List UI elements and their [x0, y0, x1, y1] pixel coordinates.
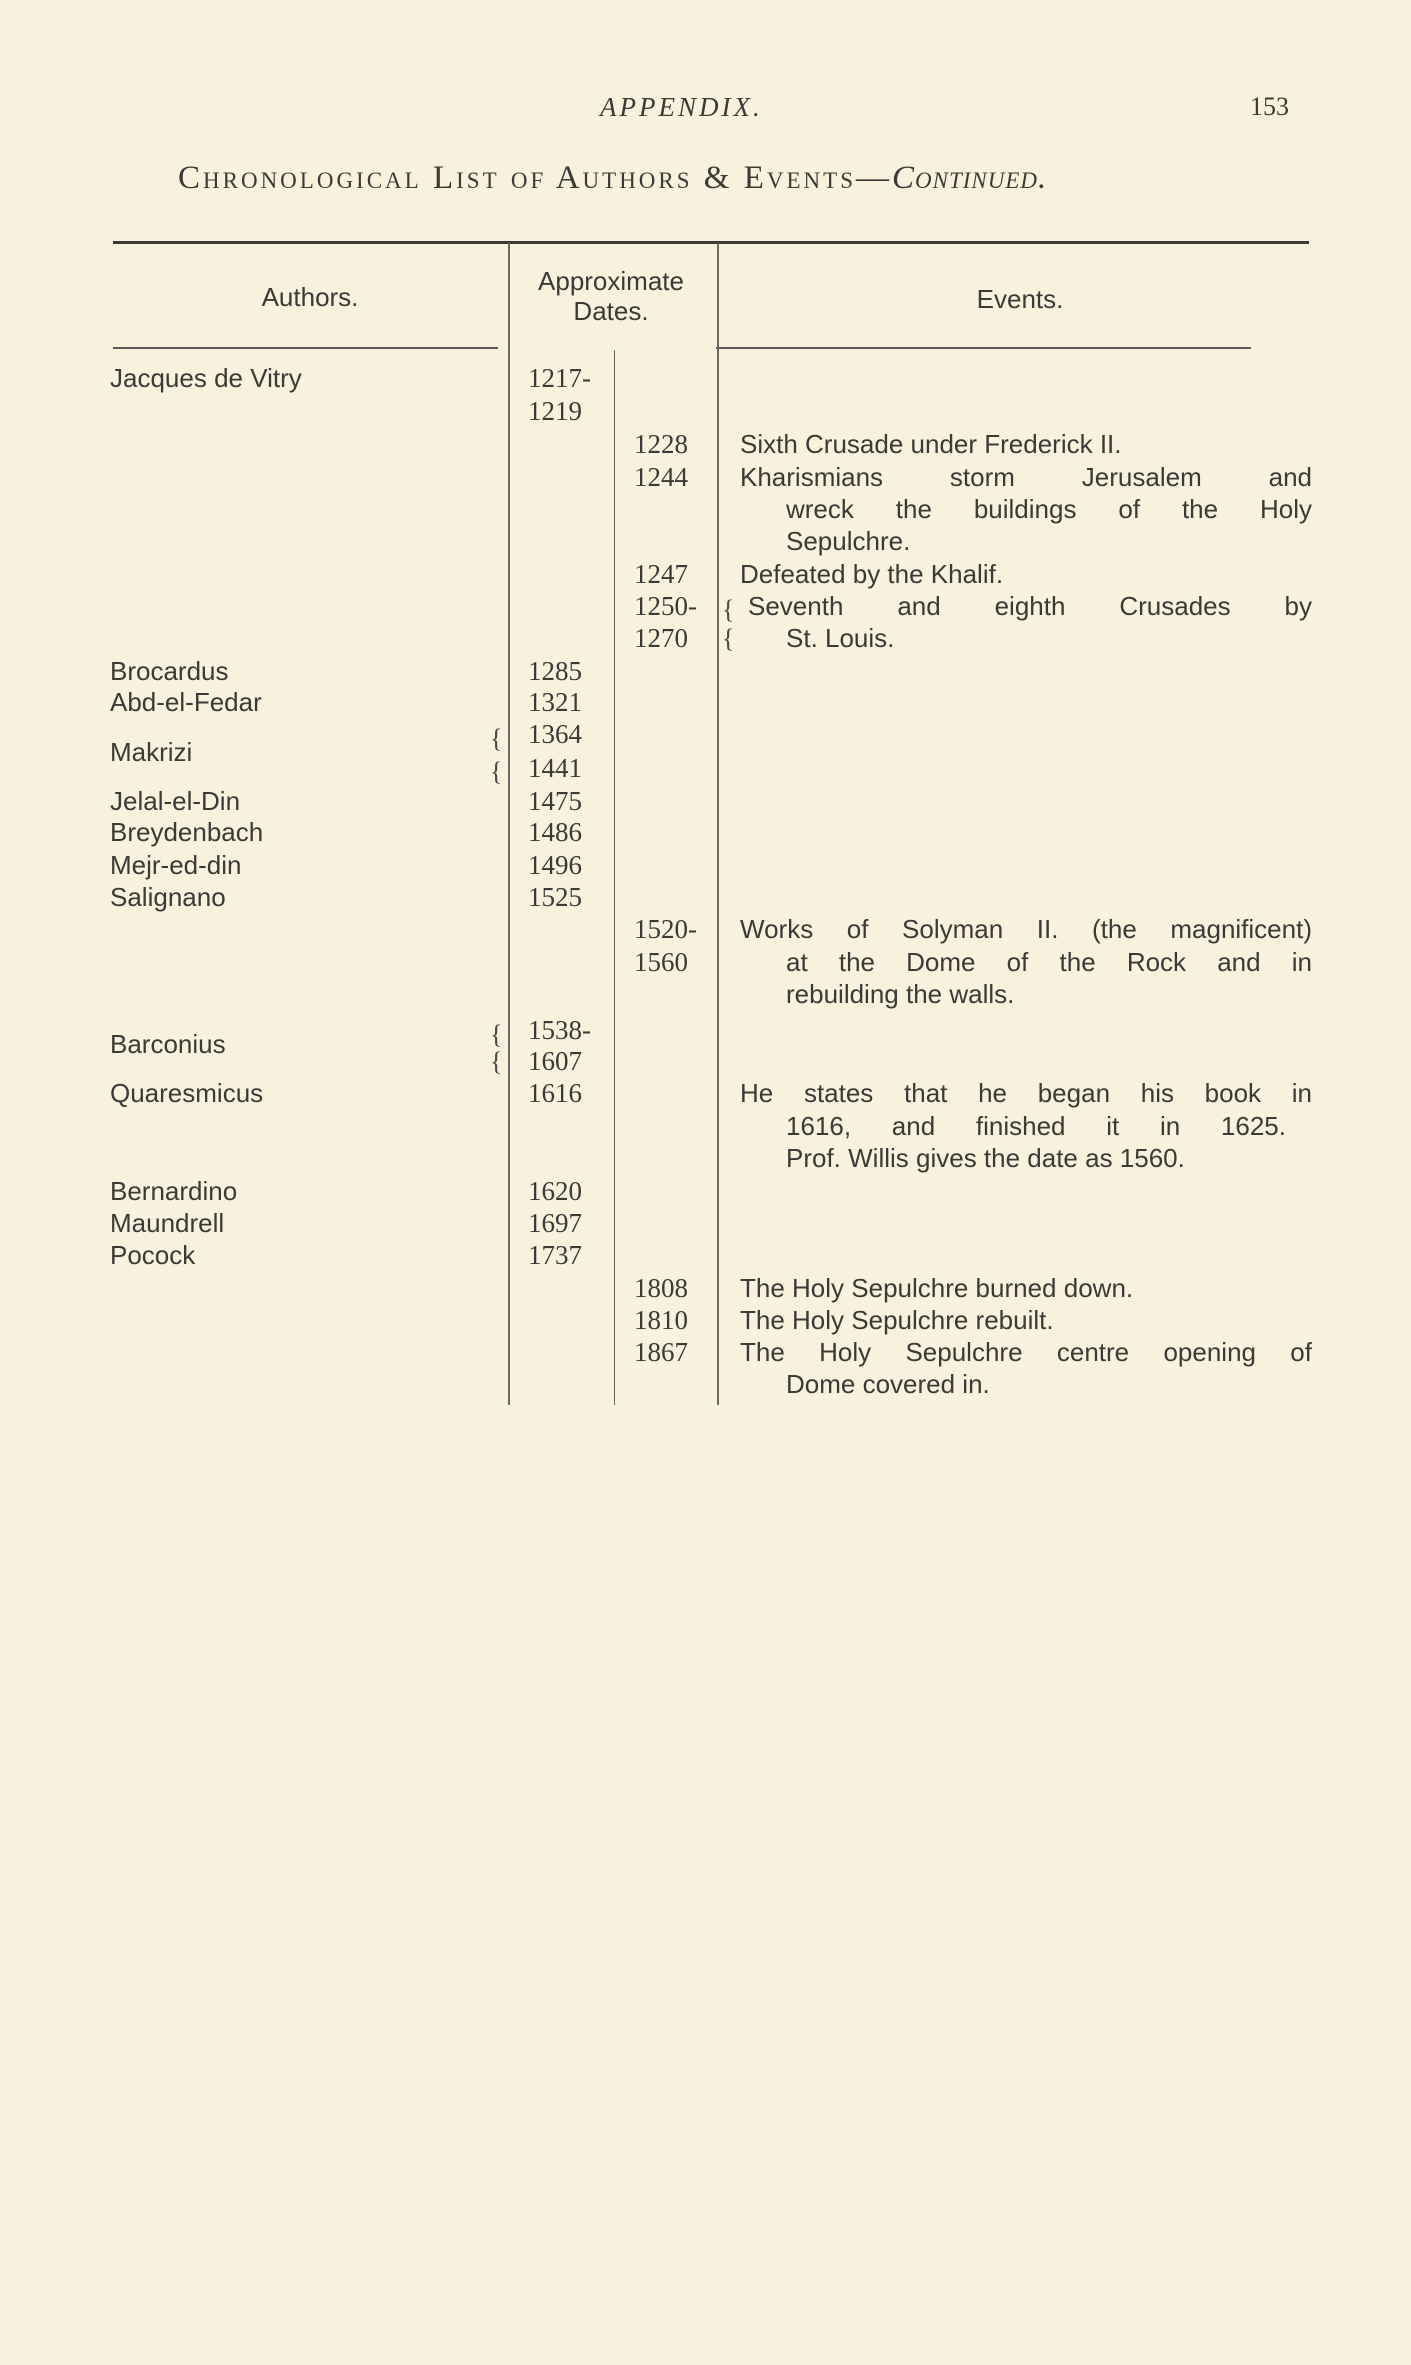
event-date: 1810 [634, 1305, 688, 1335]
author-name: Barconius [110, 1029, 226, 1059]
page-title-main: Chronological List of Authors & Events— [178, 160, 892, 196]
author-date: 1607 [528, 1046, 582, 1076]
author-date: 1486 [528, 817, 582, 847]
author-date: 1217- [528, 363, 591, 393]
author-date: 1616 [528, 1078, 582, 1108]
event-text: Works of Solyman II. (the magnificent) [740, 914, 1312, 944]
author-name: Bernardino [110, 1176, 238, 1206]
brace-mark: { [722, 595, 735, 624]
event-text: rebuilding the walls. [786, 979, 1015, 1009]
event-date: 1270 [634, 623, 688, 653]
author-date: 1620 [528, 1176, 582, 1206]
column-header-authors: Authors. [261, 282, 359, 312]
page-title [178, 160, 1047, 197]
event-text: The Holy Sepulchre centre opening of [740, 1337, 1312, 1367]
event-date: 1250- [634, 591, 697, 621]
event-text: Prof. Willis gives the date as 1560. [786, 1143, 1185, 1173]
table-top-rule [113, 241, 1309, 244]
column-header-dates: Approximate Dates. [538, 266, 684, 326]
event-date: 1228 [634, 429, 688, 459]
column-divider-3 [717, 243, 719, 1405]
column-header-events: Events. [976, 284, 1064, 314]
author-date: 1285 [528, 656, 582, 686]
event-date: 1244 [634, 462, 688, 492]
column-divider-2 [614, 350, 615, 1405]
running-title: APPENDIX. [600, 92, 763, 122]
event-text: Sepulchre. [786, 526, 911, 556]
brace-mark: { [490, 1047, 503, 1076]
author-name: Pocock [110, 1240, 196, 1270]
author-date: 1321 [528, 687, 582, 717]
author-name: Brocardus [110, 656, 229, 686]
author-date: 1219 [528, 396, 582, 426]
event-date: 1560 [634, 947, 688, 977]
event-text: St. Louis. [786, 623, 895, 653]
author-date: 1496 [528, 850, 582, 880]
author-name: Jelal-el-Din [110, 786, 241, 816]
author-date: 1364 [528, 719, 582, 749]
event-text: wreck the buildings of the Holy [786, 494, 1312, 524]
page-title-continued: Continued. [892, 160, 1048, 196]
brace-mark: { [490, 724, 503, 753]
brace-mark: { [722, 624, 735, 653]
event-text: Dome covered in. [786, 1369, 990, 1399]
author-name: Breydenbach [110, 817, 264, 847]
table-header-rule-left [113, 347, 498, 349]
page-number: 153 [1250, 92, 1289, 121]
event-text: Seventh and eighth Crusades by [748, 591, 1312, 621]
author-date: 1441 [528, 753, 582, 783]
author-name: Mejr-ed-din [110, 850, 242, 880]
author-name: Maundrell [110, 1208, 225, 1238]
author-name: Makrizi [110, 737, 193, 767]
event-date: 1808 [634, 1273, 688, 1303]
author-name: Salignano [110, 882, 226, 912]
author-date: 1525 [528, 882, 582, 912]
author-date: 1538- [528, 1015, 591, 1045]
event-text: at the Dome of the Rock and in [786, 947, 1312, 977]
event-text: Sixth Crusade under Frederick II. [740, 429, 1122, 459]
event-text: The Holy Sepulchre burned down. [740, 1273, 1134, 1303]
author-date: 1697 [528, 1208, 582, 1238]
brace-mark: { [490, 1020, 503, 1049]
author-date: 1737 [528, 1240, 582, 1270]
brace-mark: { [490, 757, 503, 786]
event-date: 1520- [634, 914, 697, 944]
event-date: 1867 [634, 1337, 688, 1367]
event-text: He states that he began his book in [740, 1078, 1312, 1108]
author-date: 1475 [528, 786, 582, 816]
event-text: The Holy Sepulchre rebuilt. [740, 1305, 1054, 1335]
event-date: 1247 [634, 559, 688, 589]
author-name: Abd-el-Fedar [110, 687, 262, 717]
author-name: Quaresmicus [110, 1078, 264, 1108]
event-text: Kharismians storm Jerusalem and [740, 462, 1312, 492]
author-name: Jacques de Vitry [110, 363, 302, 393]
column-divider-1 [508, 243, 510, 1405]
event-text: Defeated by the Khalif. [740, 559, 1004, 589]
table-header-rule-right [716, 347, 1251, 349]
event-text: 1616, and finished it in 1625. [786, 1111, 1286, 1141]
